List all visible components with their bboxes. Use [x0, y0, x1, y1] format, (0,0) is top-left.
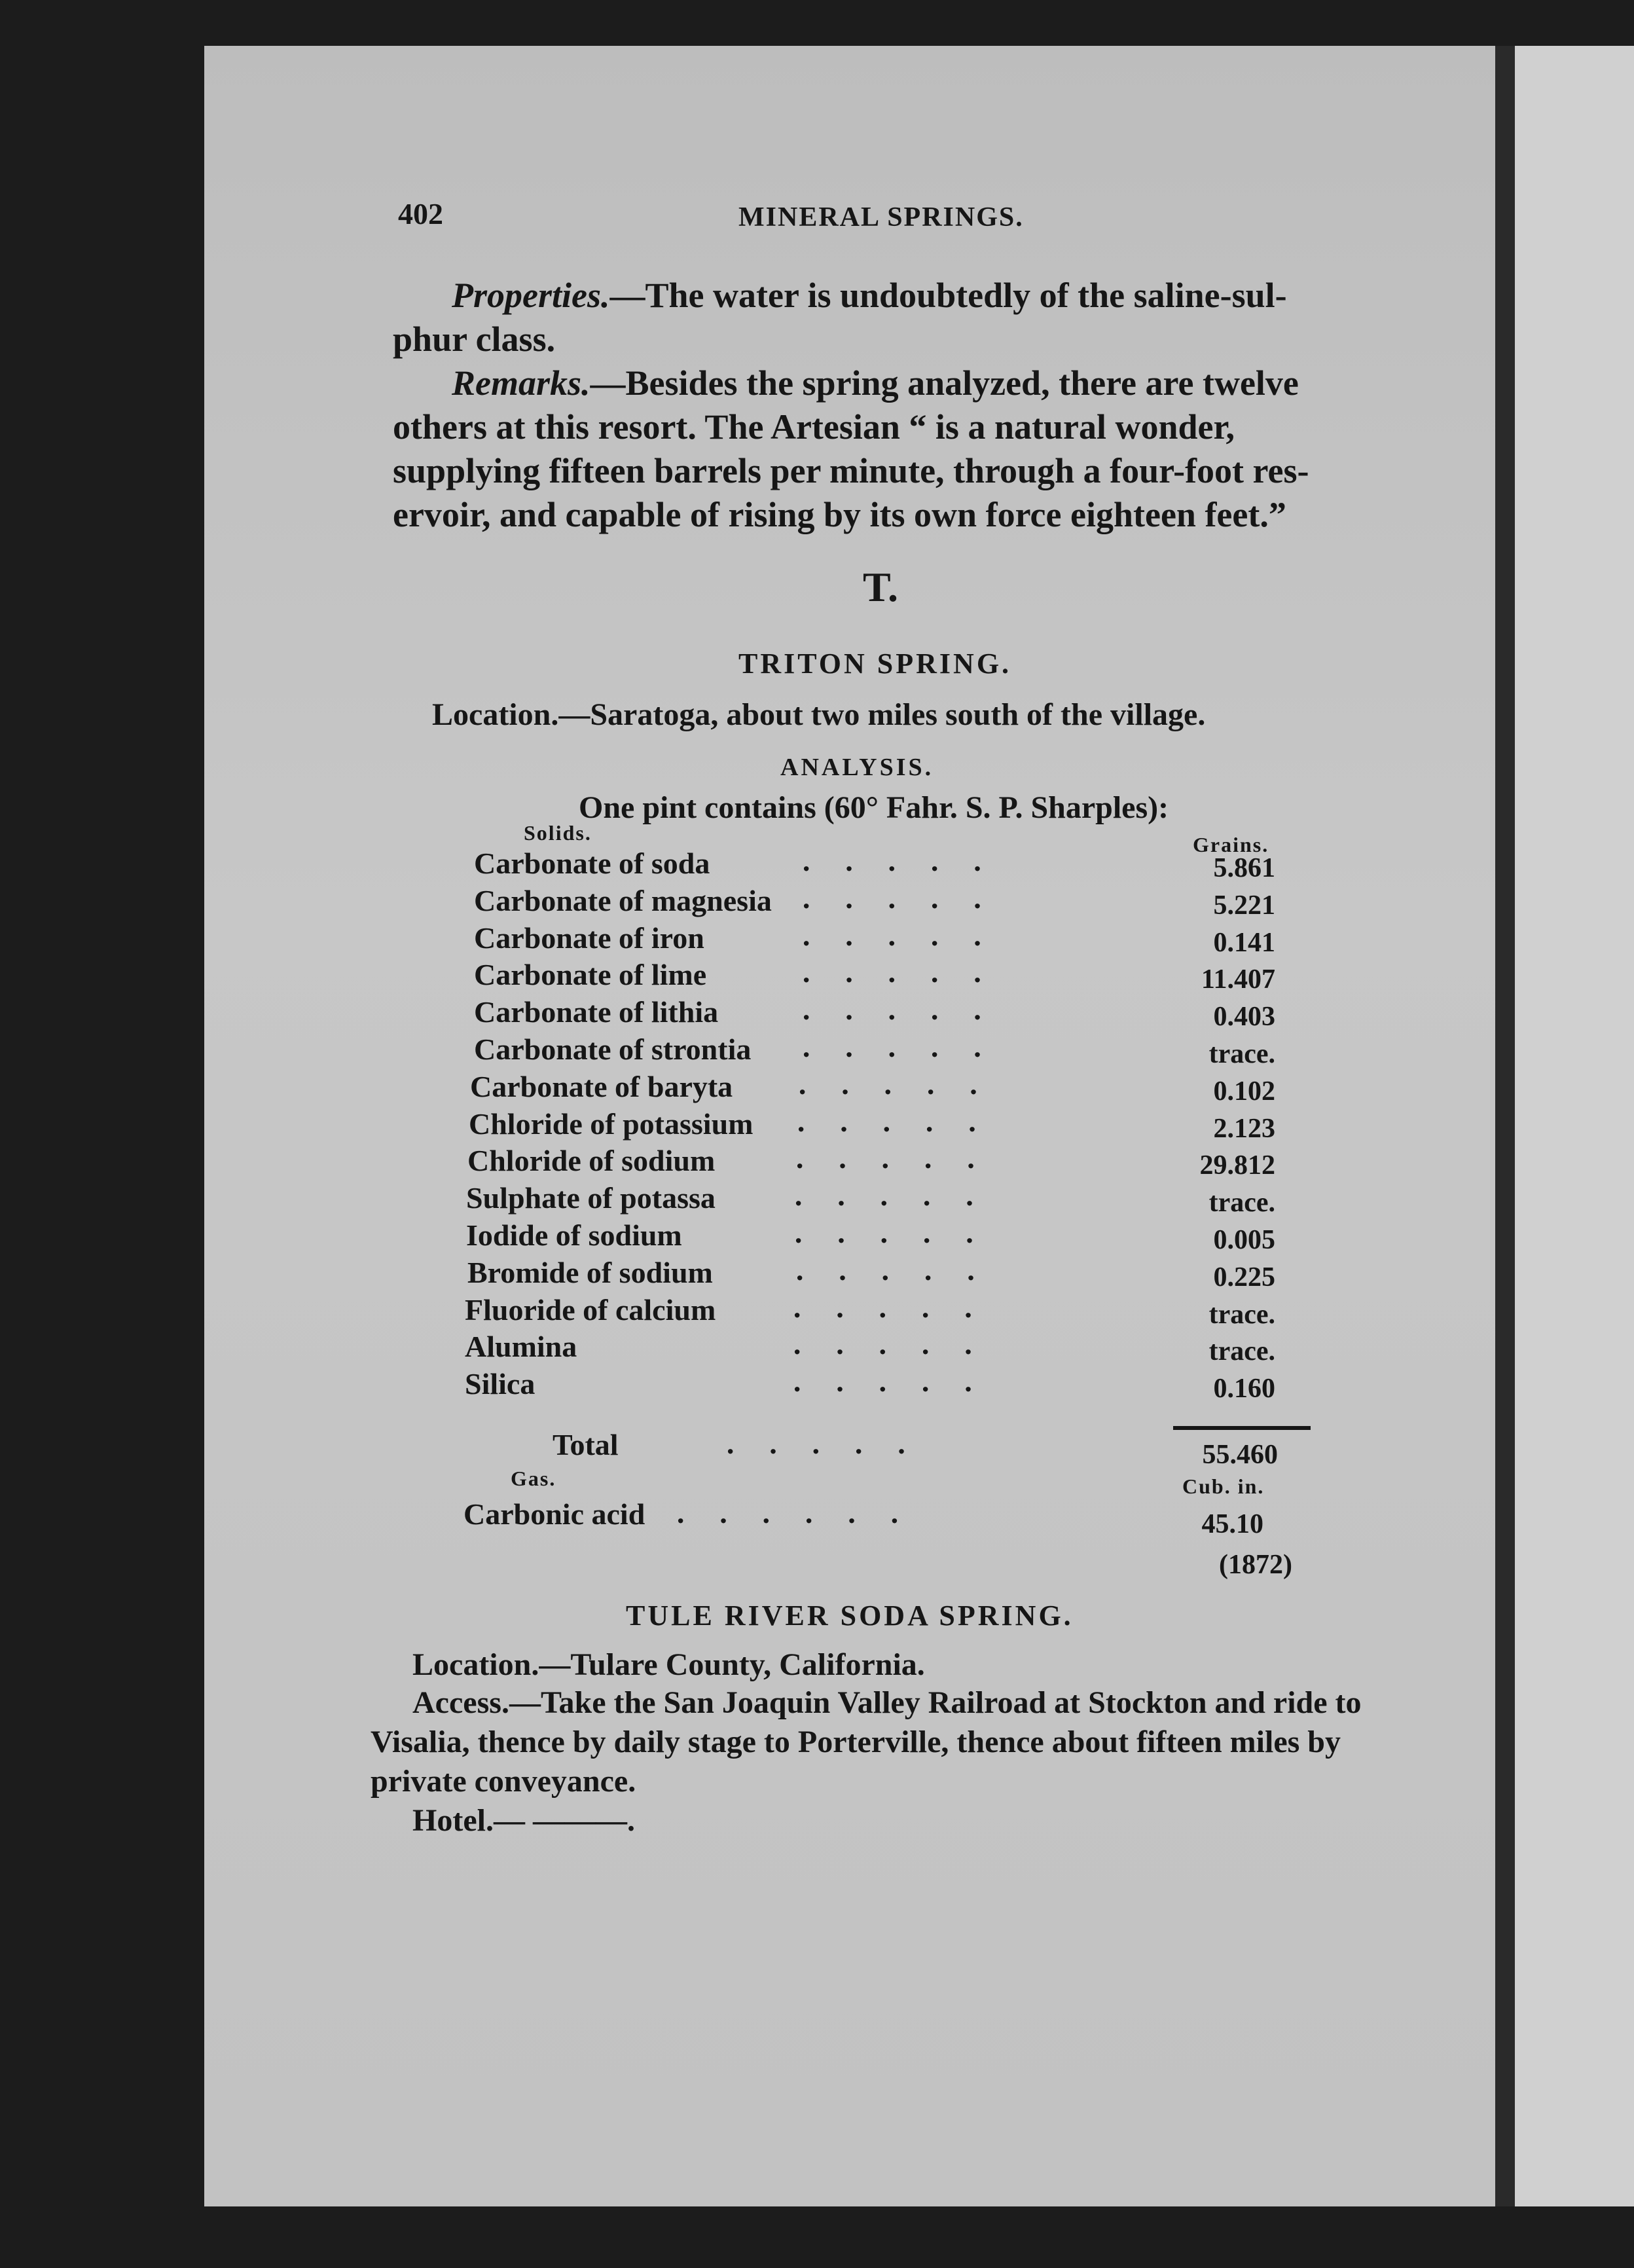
tule-hotel-text: — ———.: [493, 1803, 635, 1838]
analysis-row-value: 0.403: [1213, 1002, 1275, 1032]
properties-label: Properties.: [452, 276, 610, 315]
analysis-row-value: 5.861: [1213, 853, 1275, 883]
remarks-text-2: others at this resort. The Artesian “ is a natural wonder,: [393, 407, 1235, 447]
analysis-row-name: Carbonate of soda: [474, 847, 710, 880]
analysis-row-value: trace.: [1208, 1336, 1275, 1366]
analysis-row-name: Chloride of potassium: [469, 1107, 753, 1141]
tule-access-text-3: private conveyance.: [371, 1764, 636, 1799]
analysis-note: One pint contains (60° Fahr. S. P. Sharples):: [579, 790, 1169, 825]
gas-value: 45.10: [1201, 1509, 1263, 1539]
analysis-row-name: Alumina: [465, 1330, 577, 1363]
tule-hotel: [412, 1802, 635, 1840]
page-number: 402: [398, 197, 443, 230]
analysis-row-leader: ·····: [801, 963, 1015, 997]
analysis-row-leader: ·····: [795, 1261, 1009, 1294]
tule-access-label: Access.: [412, 1685, 509, 1720]
analysis-row-value: 0.160: [1213, 1374, 1275, 1404]
analysis-row-value: 0.102: [1213, 1076, 1275, 1107]
analysis-row-value: trace.: [1208, 1188, 1275, 1218]
analysis-row-value: trace.: [1208, 1300, 1275, 1330]
analysis-heading: ANALYSIS.: [780, 754, 934, 781]
tule-access-text-2: Visalia, thence by daily stage to Porterville, thence about fifteen miles by: [371, 1725, 1341, 1759]
properties-line-1: [393, 274, 1368, 318]
analysis-row-leader: ·····: [801, 1000, 1015, 1034]
analysis-row-name: Carbonate of lithia: [474, 995, 719, 1029]
analysis-row-value: 29.812: [1199, 1150, 1275, 1180]
analysis-row-leader: ·····: [792, 1298, 1006, 1332]
analysis-row-name: Sulphate of potassa: [466, 1181, 716, 1215]
triton-location-label: Location.: [432, 697, 559, 732]
gas-label: Gas.: [511, 1467, 556, 1490]
analysis-row-name: Chloride of sodium: [467, 1144, 716, 1177]
tule-hotel-label: Hotel.: [412, 1803, 494, 1838]
tule-location: [412, 1646, 925, 1684]
tule-access-line-1: [412, 1684, 1362, 1722]
gas-name: Carbonic acid: [463, 1497, 645, 1531]
analysis-row-name: Silica: [465, 1367, 536, 1400]
analysis-row-value: 2.123: [1213, 1114, 1275, 1144]
analysis-row-name: Bromide of sodium: [467, 1256, 713, 1289]
analysis-row-leader: ·····: [801, 889, 1015, 923]
triton-location: [432, 697, 1205, 733]
analysis-row-leader: ·····: [793, 1224, 1008, 1257]
analysis-row-leader: ·····: [793, 1186, 1008, 1220]
analysis-row-leader: ·····: [801, 852, 1015, 885]
analysis-row-leader: ·····: [801, 926, 1015, 960]
tule-access-text-1: —Take the San Joaquin Valley Railroad at Stockton and ride to: [509, 1685, 1362, 1720]
tule-location-text: —Tulare County, California.: [539, 1647, 925, 1682]
cubin-label: Cub. in.: [1182, 1474, 1265, 1498]
analysis-row-name: Carbonate of lime: [474, 958, 707, 991]
total-leader: ·····: [725, 1435, 939, 1468]
remarks-text-1: —Besides the spring analyzed, there are twelve: [590, 363, 1299, 403]
analysis-row-name: Carbonate of iron: [474, 921, 704, 955]
analysis-row-leader: ·····: [792, 1335, 1006, 1368]
analysis-row-name: Iodide of sodium: [466, 1218, 682, 1252]
tule-location-label: Location.: [412, 1647, 539, 1682]
analysis-row-value: 0.005: [1213, 1225, 1275, 1255]
analysis-row-name: Fluoride of calcium: [465, 1293, 716, 1326]
analysis-row-value: 0.225: [1213, 1262, 1275, 1292]
analysis-row-value: 0.141: [1213, 928, 1275, 958]
analysis-row-leader: ·····: [795, 1149, 1009, 1182]
section-letter: T.: [863, 564, 898, 610]
analysis-row-leader: ·····: [796, 1112, 1010, 1146]
grains-label: Grains.: [1193, 833, 1269, 856]
properties-text-1: —The water is undoubtedly of the saline-sul-: [609, 276, 1287, 315]
remarks-label: Remarks.: [452, 363, 590, 403]
analysis-row-name: Carbonate of magnesia: [474, 884, 772, 917]
analysis-row-leader: ·····: [797, 1075, 1011, 1108]
remarks-text-4: ervoir, and capable of rising by its own force eighteen feet.”: [393, 495, 1286, 534]
analysis-year: (1872): [1219, 1550, 1292, 1580]
analysis-row-value: 5.221: [1213, 890, 1275, 921]
triton-title: TRITON SPRING.: [738, 648, 1012, 680]
total-value: 55.460: [1202, 1440, 1278, 1470]
triton-location-text: —Saratoga, about two miles south of the village.: [558, 697, 1206, 732]
analysis-row-name: Carbonate of strontia: [474, 1033, 752, 1066]
gas-leader: ······: [676, 1504, 933, 1537]
analysis-row-leader: ·····: [792, 1372, 1006, 1406]
analysis-row-name: Carbonate of baryta: [470, 1070, 733, 1103]
page-gutter: [1495, 46, 1515, 2206]
analysis-row-value: 11.407: [1201, 964, 1275, 995]
tule-title: TULE RIVER SODA SPRING.: [626, 1600, 1074, 1632]
analysis-row-value: trace.: [1208, 1039, 1275, 1069]
facing-page-edge: [1515, 46, 1634, 2206]
remarks-line-1: [393, 361, 1368, 405]
solids-label: Solids.: [524, 821, 592, 845]
intro-paragraphs: [393, 274, 1368, 537]
total-rule: [1173, 1426, 1311, 1430]
remarks-text-3: supplying fifteen barrels per minute, through a four-foot res-: [393, 451, 1309, 490]
running-head: MINERAL SPRINGS.: [738, 202, 1024, 232]
analysis-row-leader: ·····: [801, 1038, 1015, 1071]
properties-text-2: phur class.: [393, 320, 556, 359]
total-label: Total: [553, 1428, 619, 1461]
